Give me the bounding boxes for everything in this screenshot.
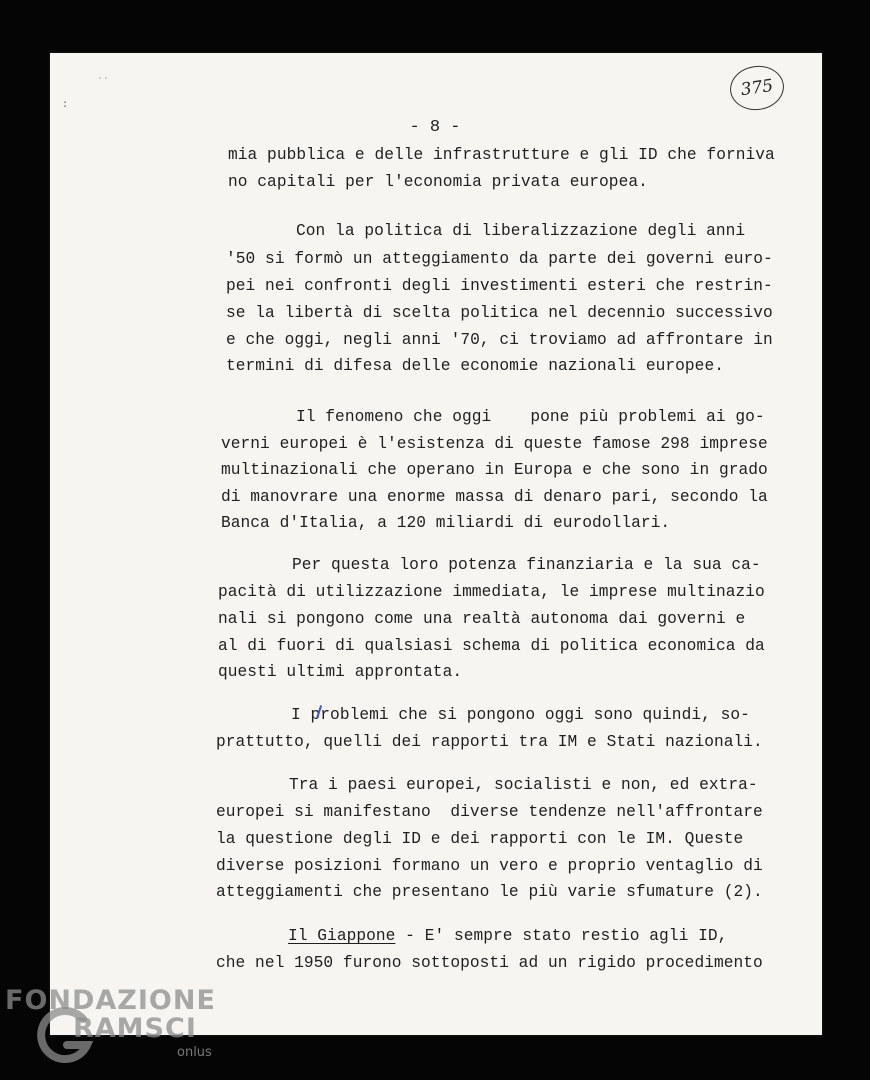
- text-line: Per questa loro potenza finanziaria e la sua ca-: [292, 556, 761, 574]
- section-heading-giappone: Il Giappone: [288, 927, 396, 945]
- text-line: Tra i paesi europei, socialisti e non, ed extra-: [289, 776, 758, 794]
- text-line: I problemi che si pongono oggi sono quindi, so-: [291, 706, 750, 724]
- foundation-watermark: [5, 985, 235, 1075]
- watermark-line2: RAMSCI: [73, 1013, 197, 1044]
- text-line: e che oggi, negli anni '70, ci troviamo ad affrontare in: [226, 331, 773, 349]
- paper-speck: ˙˙: [97, 78, 110, 89]
- text-line: Con la politica di liberalizzazione degli anni: [296, 222, 746, 240]
- text-line: che nel 1950 furono sottoposti ad un rigido procedimento: [216, 954, 763, 972]
- text-line: se la libertà di scelta politica nel decennio successivo: [226, 304, 773, 322]
- text-line: mia pubblica e delle infrastrutture e gli ID che forniva: [228, 146, 775, 164]
- text-line: no capitali per l'economia privata europea.: [228, 173, 648, 191]
- text-line: di manovrare una enorme massa di denaro pari, secondo la: [221, 488, 768, 506]
- text-line: pacità di utilizzazione immediata, le imprese multinazio: [218, 583, 765, 601]
- text-line: pei nei confronti degli investimenti esteri che restrin-: [226, 277, 773, 295]
- watermark-line3: onlus: [177, 1045, 212, 1060]
- text-line: verni europei è l'esistenza di queste famose 298 imprese: [221, 435, 768, 453]
- text-line: questi ultimi approntata.: [218, 663, 463, 681]
- text-line: Banca d'Italia, a 120 miliardi di eurodollari.: [221, 514, 671, 532]
- page-number: - 8 -: [409, 118, 461, 137]
- text-line: diverse posizioni formano un vero e proprio ventaglio di: [216, 857, 763, 875]
- text-fragment: - E' sempre stato restio agli ID,: [395, 927, 728, 945]
- text-line: al di fuori di qualsiasi schema di politica economica da: [218, 637, 765, 655]
- text-line: '50 si formò un atteggiamento da parte dei governi euro-: [226, 250, 773, 268]
- text-line: Il fenomeno che oggi pone più problemi ai go-: [296, 408, 765, 426]
- text-line: nali si pongono come una realtà autonoma dai governi e: [218, 610, 746, 628]
- watermark-line1: FONDAZIONE: [5, 985, 216, 1016]
- text-line: la questione degli ID e dei rapporti con le IM. Queste: [216, 830, 744, 848]
- text-line: termini di difesa delle economie nazionali europee.: [226, 357, 724, 375]
- text-line: [288, 927, 727, 945]
- archive-number: 375: [739, 75, 775, 101]
- text-line: multinazionali che operano in Europa e che sono in grado: [221, 461, 768, 479]
- text-line: prattutto, quelli dei rapporti tra IM e Stati nazionali.: [216, 733, 763, 751]
- paper-speck: :: [62, 100, 69, 111]
- text-line: atteggiamenti che presentano le più varie sfumature (2).: [216, 883, 763, 901]
- text-line: europei si manifestano diverse tendenze nell'affrontare: [216, 803, 763, 821]
